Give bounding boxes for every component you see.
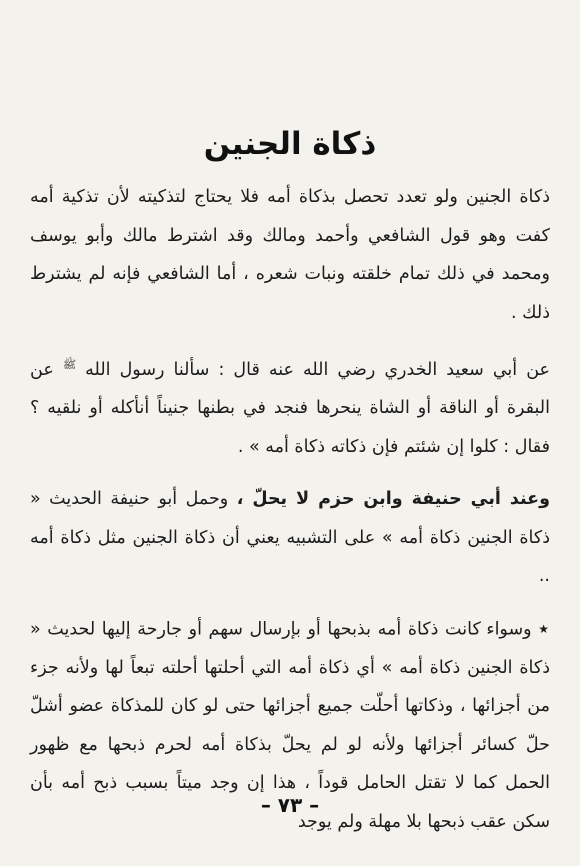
paragraph-3-text: وحمل أبو حنيفة الحديث « ذكاة الجنين ذكاة أمه » على التشبيه يعني أن ذكاة الجنين مثل ذكاة أمه ..	[30, 489, 550, 587]
paragraph-1	[30, 178, 550, 332]
paragraph-3-bold: وعند أبي حنيفة وابن حزم لا يحلّ ،	[236, 489, 550, 510]
paragraph-3	[30, 480, 550, 596]
paragraph-2-text-a: عن أبي سعيد الخدري رضي الله عنه قال : سألنا رسول الله	[85, 359, 550, 380]
body-text	[30, 178, 550, 841]
star-marker: ★	[538, 621, 550, 636]
paragraph-2	[30, 346, 550, 466]
page-number: – ٧٣ –	[260, 793, 320, 817]
pbuh-glyph: ﷺ	[62, 358, 77, 371]
paragraph-1-text: ذكاة الجنين ولو تعدد تحصل بذكاة أمه فلا يحتاج لتذكيته لأن تذكية أمه كفت وهو قول الشافعي وأحمد ومالك وقد اشترط مالك وأبو يوسف ومحمد في ذلك تمام خلقته ونبات شعره ، أما الشافعي فإنه لم يشترط ذلك .	[30, 187, 550, 323]
paragraph-2-text-b: عن البقرة أو الناقة أو الشاة ينحرها فنجد في بطنها جنيناً أنأكله أو نلقيه ؟ فقال : كلوا إن شئتم فإن ذكاته ذكاة أمه » .	[30, 359, 550, 457]
paragraph-4-text: وسواء كانت ذكاة أمه بذبحها أو بإرسال سهم أو جارحة إليها لحديث « ذكاة الجنين ذكاة أمه » أي ذكاة أمه التي أحلتها أحلته تبعاً لها ولأنه جزء من أجزائها ، وذكاتها أحلّت جميع أجزائها حتى لو كان للمذكاة عضو أشلّ حلّ كسائر أجزائها ولأنه لو لم يحلّ بذكاة أمه لحرم ذبحها مع ظهور الحمل كما لا تقتل الحامل قوداً ، هذا إن وجد ميتاً بسبب ذبح أمه بأن سكن عقب ذبحها بلا مهلة ولم يوجد	[30, 619, 550, 832]
page-title: ذكاة الجنين	[203, 126, 377, 162]
